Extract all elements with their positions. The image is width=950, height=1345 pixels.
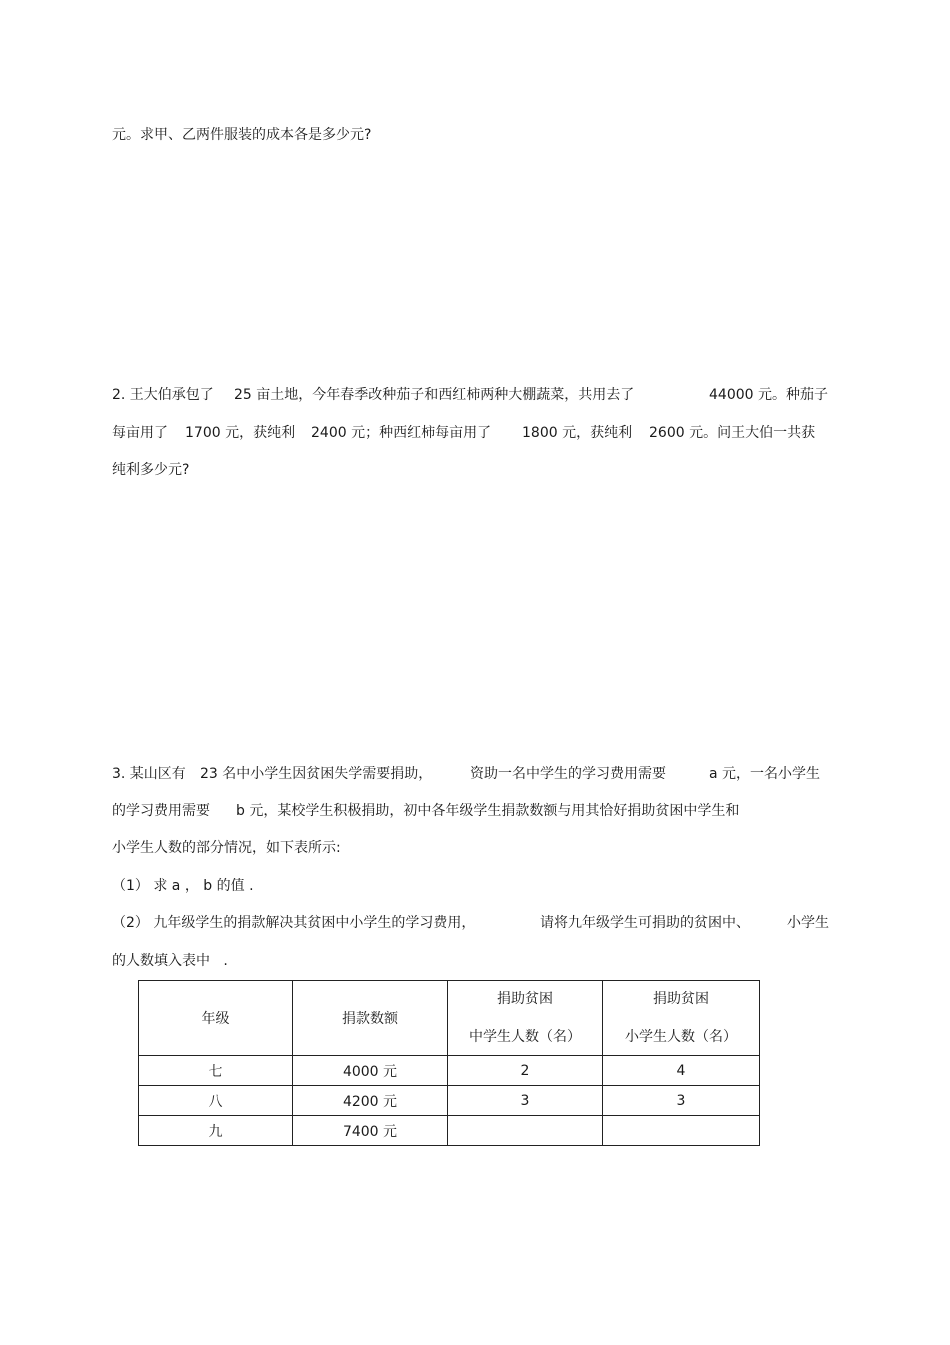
cell-grade: 七	[139, 1056, 293, 1086]
question-3-line1-b: 23 名中小学生因贫困失学需要捐助，	[200, 766, 433, 782]
header-middle-bottom: 中学生人数（名）	[469, 1029, 581, 1045]
question-2-line2-c: 2400 元；种西红柿每亩用了	[311, 425, 492, 441]
cell-grade: 八	[139, 1086, 293, 1116]
header-amount: 捐款数额	[293, 981, 448, 1056]
question-3-part2-c: 小学生	[787, 915, 829, 931]
question-3-line1-c: 资助一名中学生的学习费用需要	[470, 766, 666, 782]
header-middle-students	[448, 981, 603, 1056]
question-2-line3: 纯利多少元?	[112, 462, 190, 478]
question-2-line2-b: 1700 元，获纯利	[185, 425, 296, 441]
question-2-line1-a: 2. 王大伯承包了	[112, 387, 214, 403]
question-2-line1-c: 44000 元。种茄子	[709, 387, 828, 403]
header-primary-top: 捐助贫困	[653, 991, 709, 1007]
question-3-part2-b: 请将九年级学生可捐助的贫困中、	[540, 915, 750, 931]
cell-primary-blank[interactable]	[603, 1116, 760, 1146]
cell-primary: 4	[603, 1056, 760, 1086]
header-grade: 年级	[139, 981, 293, 1056]
question-3-part1: （1） 求 a ， b 的值 .	[112, 878, 254, 894]
question-2-line1-b: 25 亩土地，今年春季改种茄子和西红柿两种大棚蔬菜，共用去了	[234, 387, 635, 403]
question-3-line2-a: 的学习费用需要	[112, 803, 210, 819]
cell-middle-blank[interactable]	[448, 1116, 603, 1146]
cell-amount: 4200 元	[293, 1086, 448, 1116]
cell-primary: 3	[603, 1086, 760, 1116]
question-2-line2-e: 2600 元。问王大伯一共获	[649, 425, 816, 441]
question-2-line2-d: 1800 元，获纯利	[522, 425, 633, 441]
donation-table	[138, 980, 760, 1146]
question-3-line1-a: 3. 某山区有	[112, 766, 186, 782]
question-3-line1-d: a 元，一名小学生	[709, 766, 821, 782]
table-header-row	[139, 981, 760, 1056]
question-1-tail: 元。求甲、乙两件服装的成本各是多少元?	[112, 127, 372, 143]
header-middle-top: 捐助贫困	[497, 991, 553, 1007]
header-primary-students	[603, 981, 760, 1056]
cell-middle: 3	[448, 1086, 603, 1116]
table-row	[139, 1116, 760, 1146]
table-row	[139, 1086, 760, 1116]
header-primary-bottom: 小学生人数（名）	[625, 1029, 737, 1045]
question-3-line3: 小学生人数的部分情况，如下表所示:	[112, 840, 341, 856]
question-2-line2-a: 每亩用了	[112, 425, 168, 441]
question-3-line2-b: b 元，某校学生积极捐助，初中各年级学生捐款数额与用其恰好捐助贫困中学生和	[236, 803, 740, 819]
cell-amount: 7400 元	[293, 1116, 448, 1146]
question-3-part2-end: 的人数填入表中 .	[112, 953, 228, 969]
cell-grade: 九	[139, 1116, 293, 1146]
cell-middle: 2	[448, 1056, 603, 1086]
cell-amount: 4000 元	[293, 1056, 448, 1086]
table-row	[139, 1056, 760, 1086]
question-3-part2-a: （2） 九年级学生的捐款解决其贫困中小学生的学习费用，	[112, 915, 476, 931]
